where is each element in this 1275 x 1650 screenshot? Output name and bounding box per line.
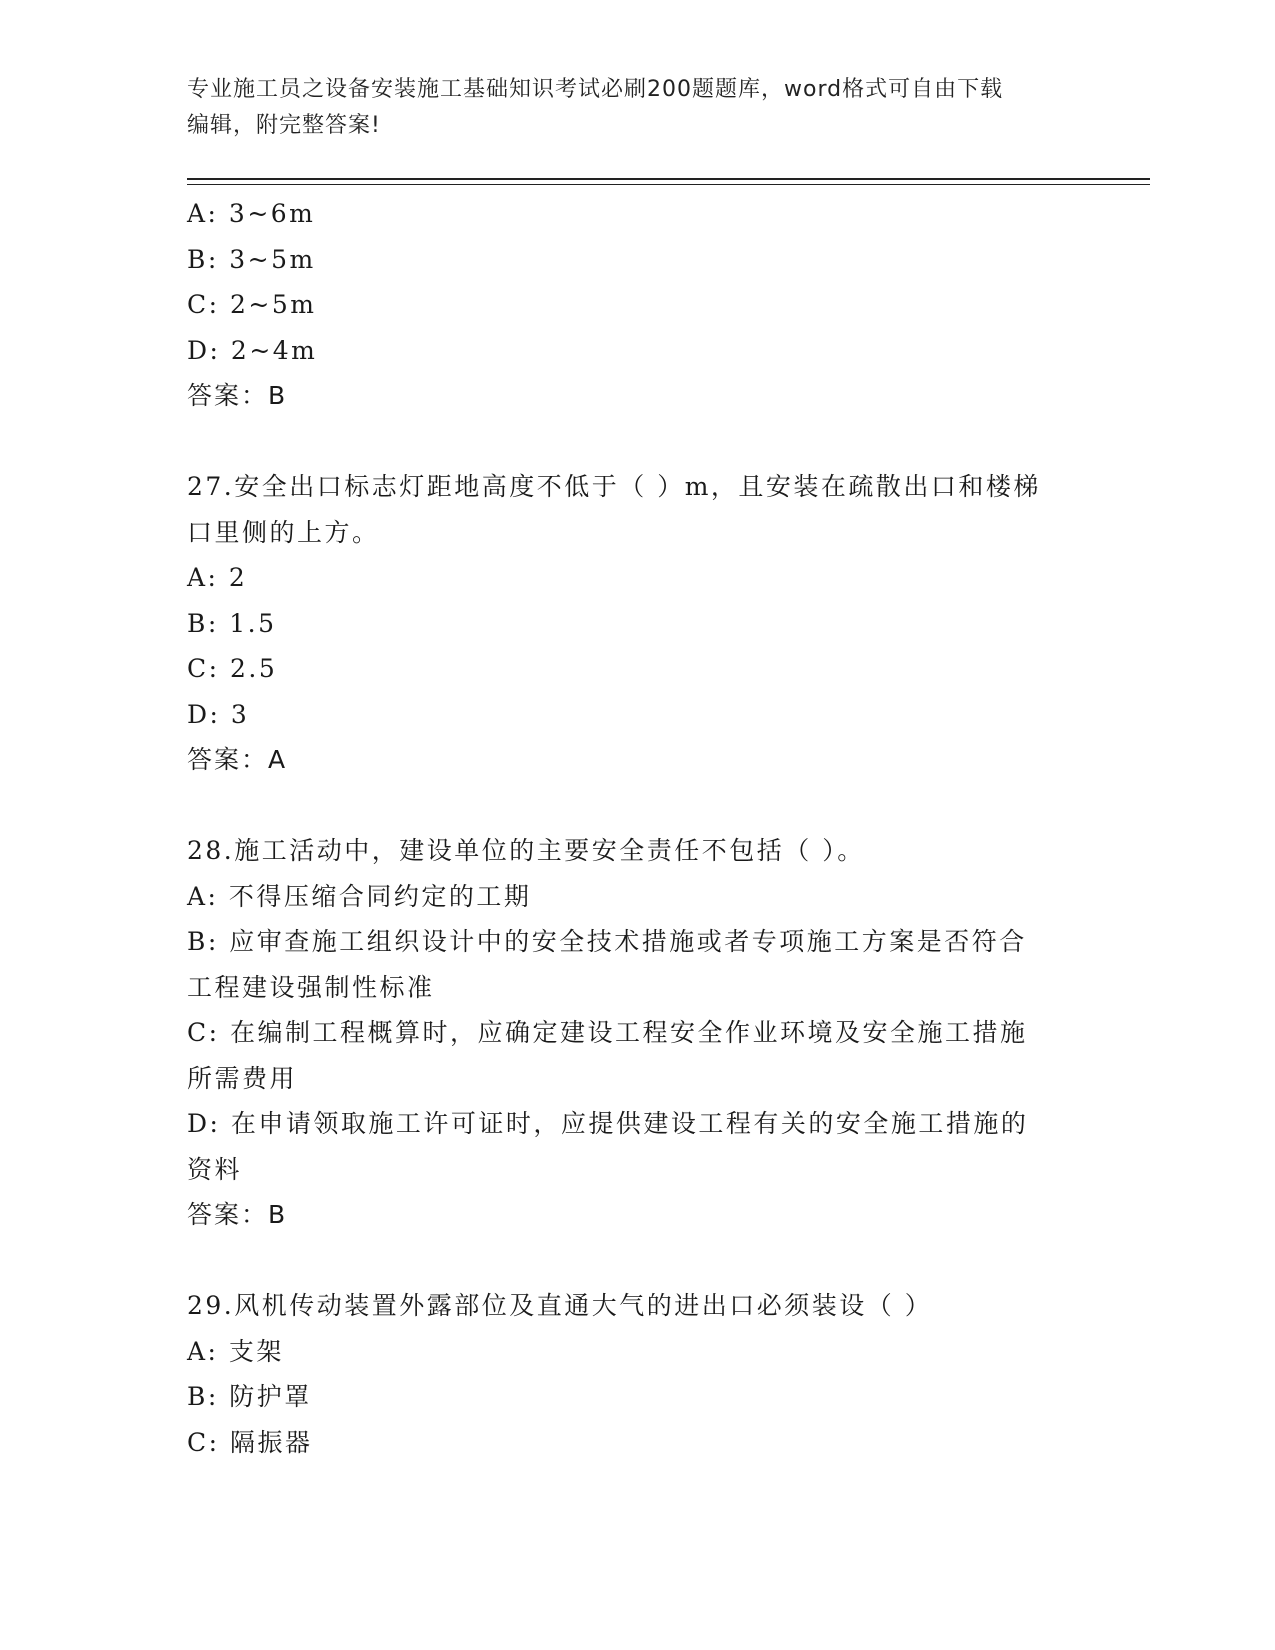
option-d: D: 3 [187,699,250,729]
question-26-tail [187,191,1067,419]
option-a: A: 不得压缩合同约定的工期 [187,881,532,911]
header-rule-thin [187,184,1150,185]
option-c: C: 隔振器 [187,1427,313,1457]
option-b: B: 3~5m [187,244,316,274]
option-c: C: 2.5 [187,654,278,683]
answer-line: 答案：A [187,745,288,774]
question-28 [187,828,1067,1238]
option-b: B: 防护罩 [187,1382,312,1411]
header-title-line-1: 专业施工员之设备安装施工基础知识考试必刷200题题库，word格式可自由下载 [187,77,1004,102]
option-d: D: 2~4m [187,335,318,365]
spacer [187,419,1067,465]
option-c: C: 在编制工程概算时，应确定建设工程安全作业环境及安全施工措施 [187,1018,1028,1047]
question-stem: 28.施工活动中，建设单位的主要安全责任不包括（ ）。 [187,836,865,865]
question-27 [187,464,1067,783]
option-b-continued: 工程建设强制性标准 [187,972,435,1002]
option-d-continued: 资料 [187,1154,243,1184]
option-a: A: 2 [187,563,248,592]
option-d: D: 在申请领取施工许可证时，应提供建设工程有关的安全施工措施的 [187,1109,1029,1138]
question-29 [187,1283,1067,1465]
document-header [187,72,1067,144]
question-list [187,191,1067,1465]
answer-line: 答案：B [187,381,288,410]
option-b: B: 1.5 [187,608,277,638]
header-rule-thick [187,178,1150,180]
question-stem: 27.安全出口标志灯距地高度不低于（ ）m，且安装在疏散出口和楼梯 [187,472,1041,501]
option-c-continued: 所需费用 [187,1063,298,1093]
spacer [187,1238,1067,1284]
option-b: B: 应审查施工组织设计中的安全技术措施或者专项施工方案是否符合 [187,927,1027,956]
question-stem: 29.风机传动装置外露部位及直通大气的进出口必须装设（ ） [187,1291,933,1320]
option-c: C: 2~5m [187,290,317,319]
question-stem-continued: 口里侧的上方。 [187,517,380,547]
header-title-line-2: 编辑，附完整答案! [187,113,381,138]
option-a: A: 支架 [187,1336,284,1366]
spacer [187,783,1067,829]
answer-line: 答案：B [187,1200,288,1229]
option-a: A: 3~6m [187,199,316,228]
